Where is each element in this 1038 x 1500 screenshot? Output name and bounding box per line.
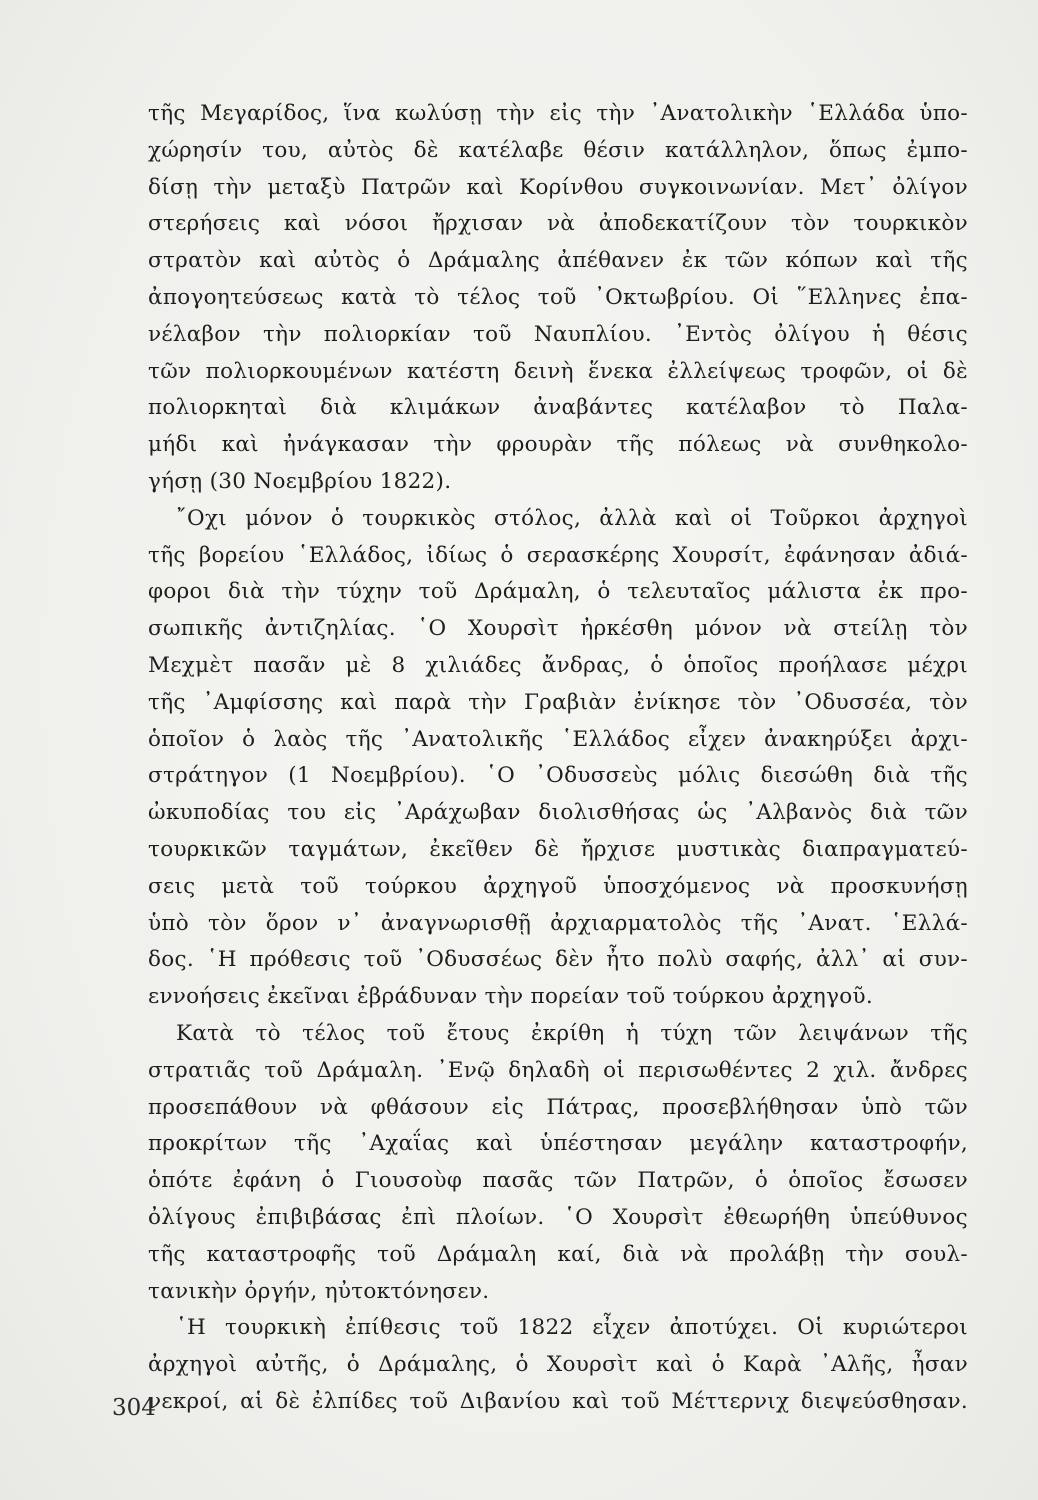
text-line: σεις μετὰ τοῦ τούρκου ἀρχηγοῦ ὑποσχόμενος νὰ προσκυνήσῃ <box>148 873 968 899</box>
text-line: μήδι καὶ ἠνάγκασαν τὴν φρουρὰν τῆς πόλεως νὰ συνθηκολο- <box>148 432 968 458</box>
text-line: εννοήσεις ἐκεῖναι ἐβράδυναν τὴν πορείαν τοῦ τούρκου ἀρχηγοῦ. <box>148 984 873 1010</box>
text-line: Κατὰ τὸ τέλος τοῦ ἔτους ἐκρίθη ἡ τύχη τῶν λειψάνων τῆς <box>176 1020 968 1046</box>
text-line: ῾Η τουρκικὴ ἐπίθεσις τοῦ 1822 εἶχεν ἀποτύχει. Οἱ κυριώτεροι <box>176 1315 968 1341</box>
text-line: στρατὸν καὶ αὐτὸς ὁ Δράμαλης ἀπέθανεν ἐκ τῶν κόπων καὶ τῆς <box>148 248 968 274</box>
text-line: ὀλίγους ἐπιβιβάσας ἐπὶ πλοίων. ῾Ο Χουρσὶτ ἐθεωρήθη ὑπεύθυνος <box>148 1204 968 1230</box>
text-line: στράτηγον (1 Νοεμβρίου). ῾Ο ᾿Οδυσσεὺς μόλις διεσώθη διὰ τῆς <box>148 763 968 789</box>
text-line: τῆς βορείου ῾Ελλάδος, ἰδίως ὁ σερασκέρης Χουρσίτ, ἐφάνησαν ἀδιά- <box>148 542 968 568</box>
text-line: στερήσεις καὶ νόσοι ἤρχισαν νὰ ἀποδεκατίζουν τὸν τουρκικὸν <box>148 211 968 237</box>
text-line: τῆς Μεγαρίδος, ἵνα κωλύσῃ τὴν εἰς τὴν ᾿Ανατολικὴν ῾Ελλάδα ὑπο- <box>148 101 968 126</box>
text-line: δος. ῾Η πρόθεσις τοῦ ᾿Οδυσσέως δὲν ἦτο πολὺ σαφής, ἀλλ᾿ αἱ συν- <box>148 947 968 973</box>
text-line: ὁπότε ἐφάνη ὁ Γιουσοὺφ πασᾶς τῶν Πατρῶν, ὁ ὁποῖος ἔσωσεν <box>148 1168 968 1194</box>
text-line: τῶν πολιορκουμένων κατέστη δεινὴ ἕνεκα ἐλλείψεως τροφῶν, οἱ δὲ <box>148 358 968 384</box>
text-line: προκρίτων τῆς ᾿Αχαΐας καὶ ὑπέστησαν μεγάλην καταστροφήν, <box>148 1131 968 1157</box>
text-line: ὠκυποδίας του εἰς ᾿Αράχωβαν διολισθήσας ὡς ᾿Αλβανὸς διὰ τῶν <box>148 800 968 826</box>
text-line: φοροι διὰ τὴν τύχην τοῦ Δράμαλη, ὁ τελευταῖος μάλιστα ἐκ προ- <box>148 579 968 605</box>
text-line: σωπικῆς ἀντιζηλίας. ῾Ο Χουρσὶτ ἠρκέσθη μόνον νὰ στείλῃ τὸν <box>148 616 968 642</box>
text-line: χώρησίν του, αὐτὸς δὲ κατέλαβε θέσιν κατάλληλον, ὅπως ἐμπο- <box>148 137 968 163</box>
text-line: τῆς καταστροφῆς τοῦ Δράμαλη καί, διὰ νὰ προλάβῃ τὴν σουλ- <box>148 1241 968 1267</box>
text-line: ἀρχηγοὶ αὐτῆς, ὁ Δράμαλης, ὁ Χουρσὶτ καὶ ὁ Καρὰ ᾿Αλῆς, ἦσαν <box>148 1352 968 1378</box>
text-line: τουρκικῶν ταγμάτων, ἐκεῖθεν δὲ ἤρχισε μυστικὰς διαπραγματεύ- <box>148 836 968 862</box>
text-line: ὁποῖον ὁ λαὸς τῆς ᾿Ανατολικῆς ῾Ελλάδος εἶχεν ἀνακηρύξει ἀρχι- <box>148 726 968 752</box>
text-line: νέλαβον τὴν πολιορκίαν τοῦ Ναυπλίου. ᾿Εντὸς ὀλίγου ἡ θέσις <box>148 321 968 347</box>
text-line: ἀπογοητεύσεως κατὰ τὸ τέλος τοῦ ᾿Οκτωβρίου. Οἱ ῞Ελληνες ἐπα- <box>148 284 968 310</box>
text-line: Μεχμὲτ πασᾶν μὲ 8 χιλιάδες ἄνδρας, ὁ ὁποῖος προήλασε μέχρι <box>148 652 968 678</box>
body-text <box>148 96 968 1421</box>
text-line: τανικὴν ὀργήν, ηὐτοκτόνησεν. <box>148 1278 490 1304</box>
text-line: προσεπάθουν νὰ φθάσουν εἰς Πάτρας, προσεβλήθησαν ὑπὸ τῶν <box>148 1094 968 1120</box>
text-line: ὑπὸ τὸν ὅρον ν᾿ ἀναγνωρισθῇ ἀρχιαρματολὸς τῆς ᾿Ανατ. ῾Ελλά- <box>148 910 968 936</box>
page-number: 304 <box>112 1395 156 1421</box>
text-line: ῎Οχι μόνον ὁ τουρκικὸς στόλος, ἀλλὰ καὶ οἱ Τοῦρκοι ἀρχηγοὶ <box>176 505 968 531</box>
text-line: στρατιᾶς τοῦ Δράμαλη. ᾿Ενῷ δηλαδὴ οἱ περισωθέντες 2 χιλ. ἄνδρες <box>148 1057 968 1083</box>
text-line: νεκροί, αἱ δὲ ἐλπίδες τοῦ Διβανίου καὶ τοῦ Μέττερνιχ διεψεύσθησαν. <box>148 1388 968 1414</box>
text-line: τῆς ᾿Αμφίσσης καὶ παρὰ τὴν Γραβιὰν ἐνίκησε τὸν ᾿Οδυσσέα, τὸν <box>148 689 968 715</box>
text-line: πολιορκηταὶ διὰ κλιμάκων ἀναβάντες κατέλαβον τὸ Παλα- <box>148 395 968 421</box>
text-line: γήσῃ (30 Νοεμβρίου 1822). <box>148 468 452 494</box>
text-line: δίσῃ τὴν μεταξὺ Πατρῶν καὶ Κορίνθου συγκοινωνίαν. Μετ᾿ ὀλίγον <box>148 174 968 200</box>
